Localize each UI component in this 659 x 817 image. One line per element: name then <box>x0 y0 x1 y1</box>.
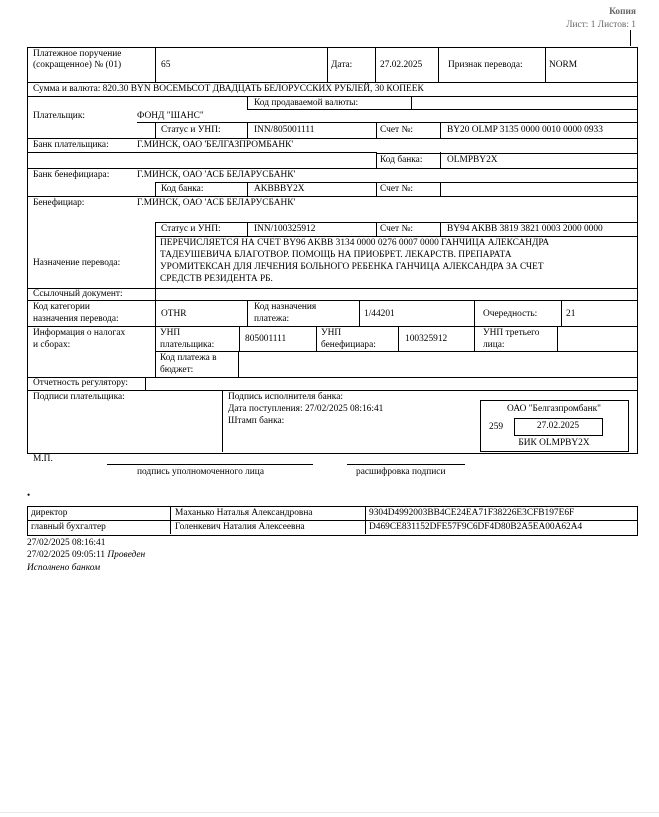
divider <box>155 122 156 138</box>
divider <box>137 122 637 123</box>
divider <box>155 236 156 288</box>
divider <box>155 222 156 236</box>
beneficiary-bank-account-label: Счет №: <box>380 184 413 194</box>
received-label: Дата поступления: 27/02/2025 08:16:41 <box>228 404 384 414</box>
divider <box>474 326 475 351</box>
divider <box>239 326 240 351</box>
order-number: 65 <box>161 60 171 70</box>
divider <box>247 300 248 326</box>
beneficiary-account: BY94 AKBB 3819 3821 0003 2000 0000 <box>447 224 603 234</box>
beneficiary-unp-label-line-1: УНП <box>321 328 342 338</box>
payer-account-label: Счет №: <box>380 125 413 135</box>
divider <box>27 326 637 327</box>
payer-sign-label: Подписи плательщика: <box>33 392 125 402</box>
payer-unp-label-line-1: УНП <box>160 328 181 338</box>
purpose-code-value: 1/44201 <box>364 309 395 319</box>
divider <box>27 168 637 169</box>
divider <box>376 222 377 236</box>
footer-status-executed: Проведен <box>107 550 146 560</box>
divider <box>27 152 377 153</box>
third-party-unp-label-line-1: УНП третьего <box>483 328 540 338</box>
sheet-info: Лист: 1 Листов: 1 <box>566 20 636 30</box>
purpose-line-1: ПЕРЕЧИСЛЯЕТСЯ НА СЧЕТ BY96 AKBB 3134 0000 0276 0007 0000 ГАНЧИЦА АЛЕКСАНДРА <box>160 238 550 248</box>
divider <box>247 109 637 110</box>
sign-decoding-label: расшифровка подписи <box>356 467 446 477</box>
priority-value: 21 <box>566 309 576 319</box>
footer-timestamp-2: 27/02/2025 09:05:11 <box>27 550 106 560</box>
payer-unp-label-line-2: плательщика: <box>160 340 215 350</box>
payer-bank-label: Банк плательщика: <box>33 140 109 150</box>
category-label-line-2: назначения перевода: <box>33 314 119 324</box>
purpose-code-label-line-1: Код назначения <box>254 302 317 312</box>
divider <box>376 182 377 196</box>
divider <box>247 182 248 196</box>
divider <box>438 47 439 82</box>
regulator-report-label: Отчетность регулятору: <box>33 378 129 388</box>
payer-bank-code-label: Код банка: <box>380 155 423 165</box>
footer-executed-by-bank: Исполнено банком <box>27 563 101 573</box>
divider <box>27 300 637 301</box>
amount-line: Сумма и валюта: 820.30 BYN ВОСЕМЬСОТ ДВАДЦАТЬ БЕЛОРУССКИХ РУБЛЕЙ, 30 КОПЕЕК <box>33 84 424 94</box>
budget-code-label-line-1: Код платежа в <box>160 353 217 363</box>
transfer-sign: NORM <box>549 60 578 70</box>
footer-status-line <box>27 550 145 561</box>
payer-unp-value: 805001111 <box>245 334 287 344</box>
bank-sign-label: Подпись исполнителя банка: <box>228 392 343 402</box>
payer-status-label: Статус и УНП: <box>161 125 221 135</box>
divider <box>222 390 223 452</box>
copy-label: Копия <box>609 7 636 17</box>
purpose-code-label-line-2: платежа: <box>254 314 290 324</box>
divider <box>375 47 376 82</box>
divider <box>155 300 156 326</box>
stamp-bic: БИК OLMPBY2X <box>518 438 590 448</box>
divider <box>27 82 637 83</box>
payer-account: BY20 OLMP 3135 0000 0010 0000 0933 <box>447 125 603 135</box>
purpose-label: Назначение перевода: <box>33 258 121 268</box>
divider <box>145 377 146 390</box>
header-tick <box>630 30 631 46</box>
payer-name: ФОНД "ШАНС" <box>137 111 204 121</box>
divider <box>398 326 399 351</box>
tax-info-label-line-2: и сборах: <box>33 340 71 350</box>
divider <box>440 152 441 168</box>
beneficiary-bank-code-label: Код банка: <box>161 184 204 194</box>
purpose-line-3: УРОМИТЕКСАН ДЛЯ ЛЕЧЕНИЯ БОЛЬНОГО РЕБЕНКА ГАНЧИЦА АЛЕКСАНДРА ЗА СЧЕТ <box>160 262 544 272</box>
date-label: Дата: <box>331 60 353 70</box>
beneficiary-bank-code: AKBBBY2X <box>254 184 305 194</box>
divider <box>376 122 377 138</box>
divider <box>376 153 637 154</box>
divider <box>27 96 637 97</box>
divider <box>238 351 239 377</box>
purpose-line-2: ТАДЕУШЕВИЧА БЛАГОТВОР. ПОМОЩЬ НА ПРИОБРЕТ. ЛЕКАРСТВ. ПРЕПАРАТА <box>160 250 512 260</box>
beneficiary-bank-label: Банк бенефициара: <box>33 170 110 180</box>
beneficiary-status: INN/100325912 <box>254 224 316 234</box>
divider <box>359 300 360 326</box>
divider <box>376 152 377 168</box>
bullet: • <box>27 490 31 500</box>
priority-label: Очередность: <box>483 309 538 319</box>
divider <box>170 506 171 534</box>
authorized-sign-line <box>107 464 313 465</box>
reference-doc-label: Ссылочный документ: <box>33 289 123 299</box>
signer-role: главный бухгалтер <box>31 522 106 532</box>
divider <box>155 351 637 352</box>
divider <box>440 182 441 196</box>
divider <box>155 288 156 300</box>
transfer-sign-label: Признак перевода: <box>448 60 523 70</box>
bank-stamp-label: Штамп банка: <box>228 416 285 426</box>
beneficiary-status-label: Статус и УНП: <box>161 224 221 234</box>
stamp-number: 259 <box>489 422 504 432</box>
footer-timestamp-1: 27/02/2025 08:16:41 <box>27 538 106 548</box>
divider <box>247 96 248 109</box>
signer-name: Голенкевич Наталия Алексеевна <box>175 522 305 532</box>
beneficiary-unp-label-line-2: бенефициара: <box>321 340 376 350</box>
payer-status: INN/805001111 <box>254 125 315 135</box>
divider <box>247 122 248 138</box>
sign-decoding-line <box>347 464 465 465</box>
stamp-date: 27.02.2025 <box>536 421 580 431</box>
mp-label: М.П. <box>33 454 53 464</box>
authorized-sign-label: подпись уполномоченного лица <box>137 467 264 477</box>
signer-name: Маханько Наталья Александровна <box>175 508 313 518</box>
divider <box>155 236 637 237</box>
order-title-label: Платежное поручение (сокращенное) № (01) <box>33 49 122 70</box>
divider <box>27 390 637 391</box>
signer-hash: D469CE831152DFE57F9C6DF4D80B2A5EA00A62A4 <box>369 522 583 532</box>
signer-role: директор <box>31 508 68 518</box>
beneficiary-bank-name: Г.МИНСК, ОАО 'АСБ БЕЛАРУСБАНК' <box>137 170 296 180</box>
divider <box>316 326 317 351</box>
divider <box>365 506 366 534</box>
payer-label: Плательщик: <box>33 111 85 121</box>
sold-currency-label: Код продаваемой валюты: <box>254 98 359 108</box>
beneficiary-label: Бенефициар: <box>33 198 85 208</box>
order-date: 27.02.2025 <box>380 60 423 70</box>
payer-bank-code: OLMPBY2X <box>447 155 498 165</box>
divider <box>27 196 637 197</box>
divider <box>440 222 441 236</box>
divider <box>411 96 412 109</box>
divider <box>247 222 248 236</box>
divider <box>155 326 156 377</box>
divider <box>440 122 441 138</box>
divider <box>155 182 637 183</box>
category-label-line-1: Код категории <box>33 302 90 312</box>
third-party-unp-label-line-2: лица: <box>483 340 505 350</box>
category-value: OTHR <box>161 309 187 319</box>
beneficiary-unp-value: 100325912 <box>405 334 448 344</box>
divider <box>27 138 637 139</box>
purpose-line-4: СРЕДСТВ РЕЗИДЕНТА РБ. <box>160 274 273 284</box>
divider <box>327 47 328 82</box>
beneficiary-account-label: Счет №: <box>380 224 413 234</box>
divider <box>155 222 637 223</box>
budget-code-label-line-2: бюджет: <box>160 365 194 375</box>
divider <box>474 300 475 326</box>
divider <box>545 47 546 82</box>
tax-info-label-line-1: Информация о налогах <box>33 328 126 338</box>
divider <box>561 300 562 326</box>
payer-bank-name: Г.МИНСК, ОАО 'БЕЛГАЗПРОМБАНК' <box>137 140 294 150</box>
divider <box>155 182 156 196</box>
page-edge <box>0 812 659 813</box>
signer-hash: 9304D4992003BB4CE24EA71F38226E3CFB197E6F <box>369 508 575 518</box>
divider <box>27 520 637 521</box>
divider <box>155 47 156 82</box>
stamp-bank-name: ОАО "Белгазпромбанк" <box>507 404 601 414</box>
divider <box>557 326 558 351</box>
beneficiary-name: Г.МИНСК, ОАО 'АСБ БЕЛАРУСБАНК' <box>137 198 296 208</box>
